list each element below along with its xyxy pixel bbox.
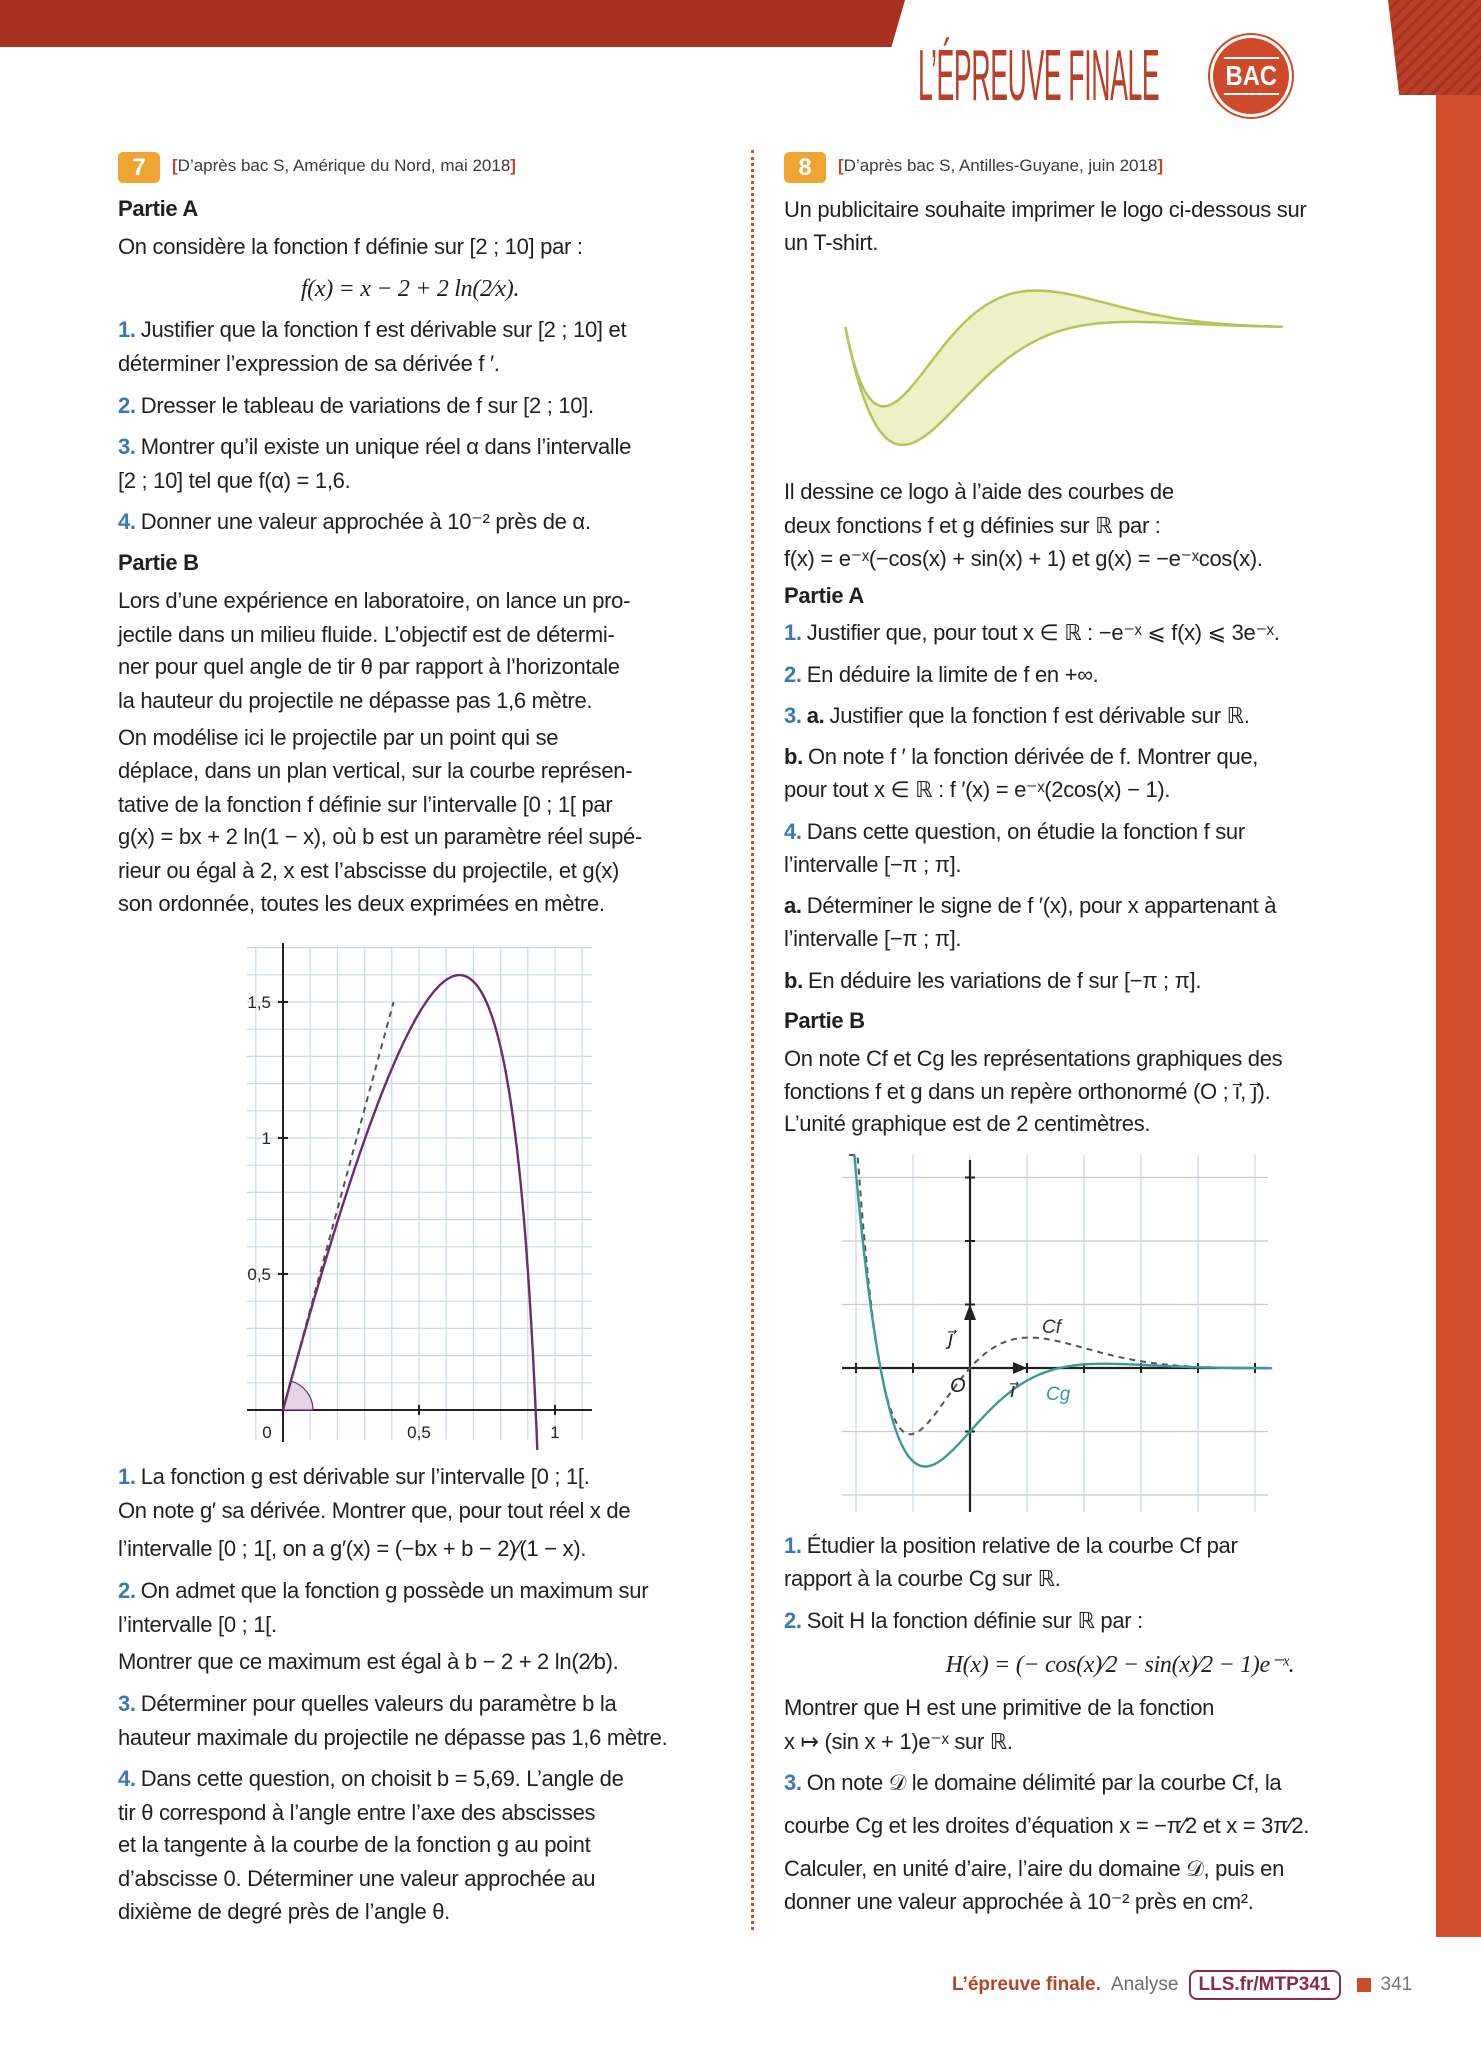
line-text: Dans cette question, on choisit b = 5,69. L’angle de <box>140 1766 624 1791</box>
question-number: 3. <box>118 434 136 459</box>
line-text: Déterminer le signe de f ′(x), pour x appartenant à <box>806 893 1277 918</box>
sub-question-label: a. <box>806 703 825 728</box>
line-text: l’intervalle [0 ; 1[, on a g′(x) = (−bx + b − 2)⁄(1 − x). <box>118 1536 587 1561</box>
line-text: Dans cette question, on étudie la fonction f sur <box>806 819 1245 844</box>
line-text: d’abscisse 0. Déterminer une valeur approchée au <box>118 1866 596 1891</box>
line-text: Calculer, en unité d’aire, l’aire du domaine 𝒟, puis en <box>784 1856 1285 1881</box>
origin-label: 0 <box>262 1423 272 1442</box>
line-text: On modélise ici le projectile par un point qui se <box>118 725 559 750</box>
line-text: Lors d’une expérience en laboratoire, on lance un pro- <box>118 588 631 613</box>
question-number: 2. <box>784 662 802 687</box>
footer-link[interactable]: LLS.fr/MTP341 <box>1189 1970 1341 2000</box>
line-text: deux fonctions f et g définies sur ℝ par : <box>784 513 1161 538</box>
question-number: 2. <box>118 393 136 418</box>
line-text: tir θ correspond à l’angle entre l’axe des abscisses <box>118 1800 596 1825</box>
exercise-7-source: [D’après bac S, Amérique du Nord, mai 2018] <box>172 156 516 175</box>
question-number: 3. <box>784 703 802 728</box>
line-text: la hauteur du projectile ne dépasse pas 1,6 mètre. <box>118 688 593 713</box>
vector-i-label: i⃗ <box>1010 1380 1016 1402</box>
line-text: l’intervalle [0 ; 1[. <box>118 1612 277 1637</box>
question-number: 1. <box>118 317 136 342</box>
page-footer <box>952 1970 1412 2000</box>
question-number: 3. <box>118 1691 136 1716</box>
line-text: En déduire les variations de f sur [−π ; π]. <box>807 968 1202 993</box>
line-text: ner pour quel angle de tir θ par rapport à l’horizontale <box>118 654 620 679</box>
footer-square-icon <box>1357 1978 1371 1992</box>
question-number: 1. <box>784 1533 802 1558</box>
line-text: son ordonnée, toutes les deux exprimées en mètre. <box>118 891 605 916</box>
line-text: L’unité graphique est de 2 centimètres. <box>784 1111 1151 1136</box>
line-text: Partie A <box>118 196 198 221</box>
curve-cg <box>853 1155 1272 1467</box>
exercise-7-source-text: D’après bac S, Amérique du Nord, mai 2018 <box>177 156 511 175</box>
line-text: rieur ou égal à 2, x est l’abscisse du projectile, et g(x) <box>118 858 620 883</box>
line-text: Un publicitaire souhaite imprimer le logo ci-dessous sur <box>784 197 1307 222</box>
line-text: Déterminer pour quelles valeurs du paramètre b la <box>140 1691 617 1716</box>
line-text: En déduire la limite de f en +∞. <box>806 662 1099 687</box>
question-number: 2. <box>784 1608 802 1633</box>
exercise-8-source-text: D’après bac S, Antilles-Guyane, juin 2018 <box>843 156 1158 175</box>
sub-question-label: a. <box>784 893 802 918</box>
line-text: dixième de degré près de l’angle θ. <box>118 1899 450 1924</box>
line-text: Justifier que la fonction f est dérivable sur ℝ. <box>829 703 1250 728</box>
question-number: 4. <box>784 819 802 844</box>
question-number: 2. <box>118 1578 136 1603</box>
line-text: donner une valeur approchée à 10⁻² près en cm². <box>784 1889 1254 1914</box>
line-text: On considère la fonction f définie sur [2 ; 10] par : <box>118 234 583 259</box>
line-text: fonctions f et g dans un repère orthonormé (O ; i⃗, j⃗). <box>784 1079 1271 1104</box>
line-text: La fonction g est dérivable sur l’intervalle [0 ; 1[. <box>140 1464 590 1489</box>
line-text: l’intervalle [−π ; π]. <box>784 852 962 877</box>
line-text: Étudier la position relative de la courbe Cf par <box>806 1533 1238 1558</box>
footer-chapter: Analyse <box>1110 1974 1179 1995</box>
line-text: g(x) = bx + 2 ln(1 − x), où b est un paramètre réel supé- <box>118 824 643 849</box>
y-tick-label: 1 <box>261 1129 271 1148</box>
line-text: courbe Cg et les droites d’équation x = −π⁄2 et x = 3π⁄2. <box>784 1813 1310 1838</box>
exercise-8-number: 8 <box>784 152 826 183</box>
line-text: pour tout x ∈ ℝ : f ′(x) = e⁻ˣ(2cos(x) − 1). <box>784 777 1171 802</box>
question-number: 4. <box>118 509 136 534</box>
exercise-8-source: [D’après bac S, Antilles-Guyane, juin 2018] <box>838 156 1164 175</box>
question-number: 1. <box>118 1464 136 1489</box>
line-text: Soit H la fonction définie sur ℝ par : <box>806 1608 1143 1633</box>
vector-i-arrow-icon <box>1013 1362 1027 1374</box>
line-text: x ↦ (sin x + 1)e⁻ˣ sur ℝ. <box>784 1729 1013 1754</box>
question-number: 4. <box>118 1766 136 1791</box>
question-number: 1. <box>784 620 802 645</box>
line-text: Montrer qu’il existe un unique réel α dans l’intervalle <box>140 434 632 459</box>
x-tick-label: 0,5 <box>407 1423 431 1442</box>
question-number: 3. <box>784 1770 802 1795</box>
line-text: déterminer l’expression de sa dérivée f ′. <box>118 351 500 376</box>
y-tick-label: 0,5 <box>247 1265 271 1284</box>
line-text: On note Cf et Cg les représentations graphiques des <box>784 1046 1283 1071</box>
line-text: Montrer que H est une primitive de la fonction <box>784 1695 1215 1720</box>
line-text: l’intervalle [−π ; π]. <box>784 926 962 951</box>
bac-badge-label: BAC <box>1224 57 1279 95</box>
line-text: Justifier que, pour tout x ∈ ℝ : −e⁻ˣ ⩽ f(x) ⩽ 3e⁻ˣ. <box>806 620 1280 645</box>
curve-cf-label: Cf <box>1042 1317 1061 1338</box>
vector-j-label: j⃗ <box>948 1328 954 1350</box>
line-text: Partie B <box>784 1008 865 1033</box>
line-text: Dresser le tableau de variations de f sur [2 ; 10]. <box>140 393 594 418</box>
line-text: jectile dans un milieu fluide. L’objectif est de détermi- <box>118 622 615 647</box>
y-tick-label: 1,5 <box>247 993 271 1012</box>
line-text: rapport à la courbe Cg sur ℝ. <box>784 1566 1061 1591</box>
line-text: tative de la fonction f définie sur l’intervalle [0 ; 1[ par <box>118 792 613 817</box>
x-tick-label: 1 <box>550 1423 560 1442</box>
line-text: déplace, dans un plan vertical, sur la courbe représen- <box>118 758 633 783</box>
origin-label: O <box>950 1375 966 1397</box>
line-text: Il dessine ce logo à l’aide des courbes de <box>784 479 1174 504</box>
trajectory-curve <box>283 975 537 1450</box>
logo-fill <box>845 291 1282 445</box>
page-number: 341 <box>1380 1974 1413 1995</box>
line-text: Donner une valeur approchée à 10⁻² près de α. <box>140 509 591 534</box>
sub-question-label: b. <box>784 968 803 993</box>
line-text: On note g′ sa dérivée. Montrer que, pour tout réel x de <box>118 1498 631 1523</box>
line-text: Partie B <box>118 550 199 575</box>
line-text: un T-shirt. <box>784 230 879 255</box>
exercise-7-number: 7 <box>118 152 160 183</box>
footer-section: L’épreuve finale. <box>952 1974 1101 1995</box>
line-text: On note 𝒟 le domaine délimité par la courbe Cf, la <box>806 1770 1282 1795</box>
vector-j-arrow-icon <box>964 1304 976 1320</box>
line-text: hauteur maximale du projectile ne dépasse pas 1,6 mètre. <box>118 1725 668 1750</box>
sub-question-label: b. <box>784 744 803 769</box>
line-text: H(x) = (− cos(x)⁄2 − sin(x)⁄2 − 1)e⁻ˣ. <box>945 1652 1295 1678</box>
page-title: L’ÉPREUVE FINALE <box>918 36 1160 116</box>
curve-cg-label: Cg <box>1046 1384 1071 1405</box>
line-text: On admet que la fonction g possède un maximum sur <box>140 1578 649 1603</box>
line-text: On note f ′ la fonction dérivée de f. Montrer que, <box>807 744 1259 769</box>
line-text: et la tangente à la courbe de la fonction g au point <box>118 1832 591 1857</box>
line-text: Justifier que la fonction f est dérivable sur [2 ; 10] et <box>140 317 627 342</box>
line-text: f(x) = x − 2 + 2 ln(2⁄x). <box>300 276 520 302</box>
line-text: Montrer que ce maximum est égal à b − 2 + 2 ln(2⁄b). <box>118 1649 619 1674</box>
line-text: [2 ; 10] tel que f(α) = 1,6. <box>118 468 351 493</box>
line-text: Partie A <box>784 583 864 608</box>
line-text: f(x) = e⁻ˣ(−cos(x) + sin(x) + 1) et g(x) = −e⁻ˣcos(x). <box>784 546 1263 571</box>
